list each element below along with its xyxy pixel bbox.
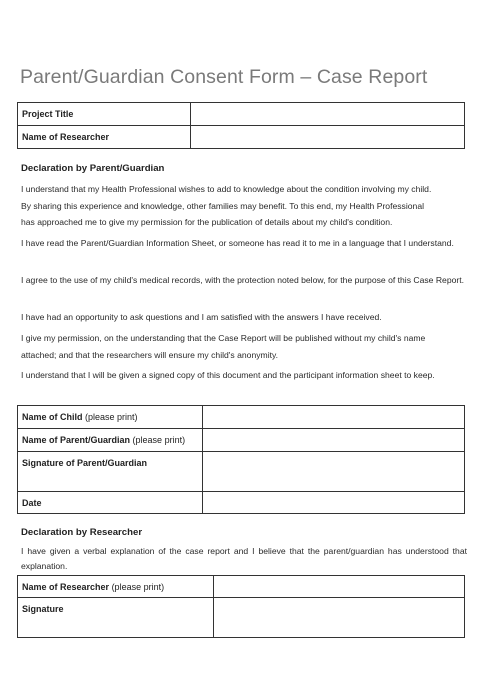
paragraph-5-line-1: I give my permission, on the understanding that the Case Report will be published without my child's name [21, 333, 426, 343]
researcher-name-row [18, 126, 465, 149]
parent-name-label [18, 429, 203, 452]
researcher-signature-row [18, 598, 465, 638]
parent-signature-field[interactable] [203, 452, 465, 492]
date-label: Date [18, 492, 203, 514]
child-name-row [18, 406, 465, 429]
parent-declaration-heading: Declaration by Parent/Guardian [21, 163, 165, 174]
researcher-name-print-label [18, 576, 214, 598]
date-row [18, 492, 465, 514]
parent-name-field[interactable] [203, 429, 465, 452]
researcher-name-print-label-text: Name of Researcher [22, 582, 110, 592]
child-name-label [18, 406, 203, 429]
parent-name-row [18, 429, 465, 452]
paragraph-4: I have had an opportunity to ask questions and I am satisfied with the answers I have received. [21, 312, 382, 322]
project-title-row [18, 103, 465, 126]
child-name-label-text: Name of Child [22, 412, 83, 422]
researcher-signature-field[interactable] [214, 598, 465, 638]
parent-name-note: (please print) [132, 435, 186, 445]
paragraph-5-line-2: attached; and that the researchers will ensure my child's anonymity. [21, 349, 279, 360]
project-info-table [17, 102, 465, 149]
paragraph-3: I agree to the use of my child's medical records, with the protection noted below, for the purpose of this Case Report. [21, 275, 465, 285]
child-name-note: (please print) [85, 412, 138, 422]
researcher-name-field[interactable] [191, 126, 465, 149]
paragraph-5 [21, 330, 467, 363]
date-field[interactable] [203, 492, 465, 514]
child-name-field[interactable] [203, 406, 465, 429]
researcher-declaration-text: I have given a verbal explanation of the case report and I believe that the parent/guardian has understood that explanation. [21, 546, 467, 571]
parent-signature-label: Signature of Parent/Guardian [18, 452, 203, 492]
researcher-name-print-note: (please print) [111, 582, 165, 592]
parent-signature-table [17, 405, 465, 514]
paragraph-1-line-2: By sharing this experience and knowledge, other families may benefit. To this end, my Health Professional [21, 200, 425, 211]
paragraph-1-line-3: has approached me to give my permission for the publication of details about my child's condition. [21, 217, 393, 227]
paragraph-2: I have read the Parent/Guardian Information Sheet, or someone has read it to me in a language that I understand. [21, 238, 454, 248]
parent-name-label-text: Name of Parent/Guardian [22, 435, 131, 445]
researcher-declaration-heading: Declaration by Researcher [21, 527, 143, 538]
parent-signature-row [18, 452, 465, 492]
researcher-name-label: Name of Researcher [18, 126, 191, 149]
paragraph-1 [21, 181, 467, 231]
researcher-name-print-field[interactable] [214, 576, 465, 598]
researcher-signature-label: Signature [18, 598, 214, 638]
researcher-name-print-row [18, 576, 465, 598]
project-title-label: Project Title [18, 103, 191, 126]
paragraph-6: I understand that I will be given a signed copy of this document and the participant information sheet to keep. [21, 370, 435, 380]
project-title-field[interactable] [191, 103, 465, 126]
researcher-signature-table [17, 575, 465, 638]
page-title: Parent/Guardian Consent Form – Case Report [20, 66, 428, 88]
paragraph-1-line-1: I understand that my Health Professional wishes to add to knowledge about the condition involving my child. [21, 184, 432, 194]
